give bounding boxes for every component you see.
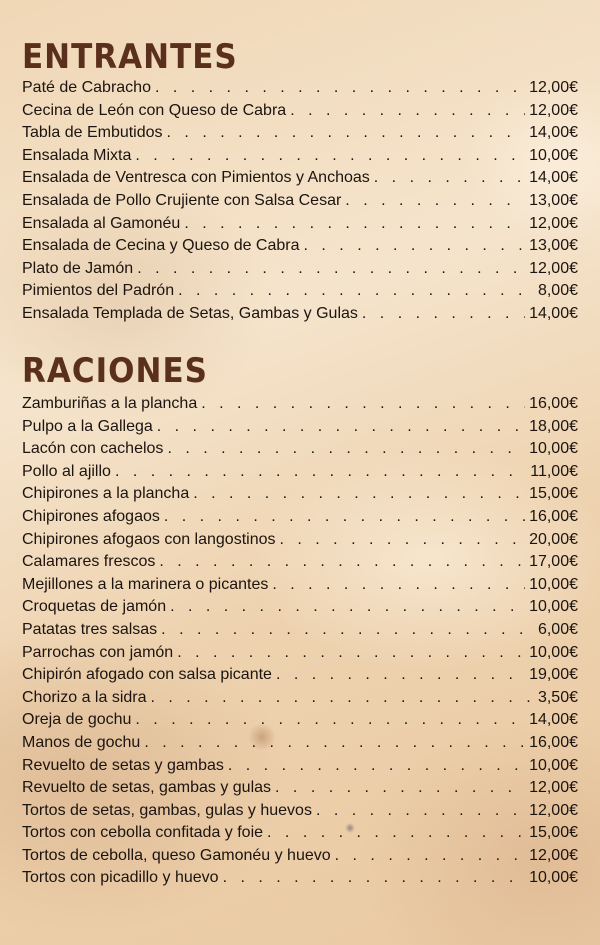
- menu-item-name: Plato de Jamón: [22, 259, 134, 277]
- menu-item-name: Tortos de cebolla, queso Gamonéu y huevo: [22, 846, 331, 864]
- dot-leader: [223, 867, 526, 890]
- menu-item: [22, 732, 578, 755]
- menu-item: [22, 574, 578, 597]
- dot-leader: [157, 416, 525, 439]
- menu-item-price: 10,00€: [529, 598, 578, 616]
- dot-leader: [178, 280, 534, 303]
- dot-leader: [170, 596, 525, 619]
- dot-leader: [115, 461, 526, 484]
- menu-item-price: 18,00€: [529, 417, 578, 435]
- menu-item: [22, 664, 578, 687]
- dot-leader: [362, 303, 525, 326]
- menu-item-price: 11,00€: [530, 462, 578, 480]
- menu-item: [22, 845, 578, 868]
- menu-item-price: 12,00€: [529, 846, 578, 864]
- dot-leader: [144, 732, 525, 755]
- menu-item-price: 14,00€: [529, 304, 578, 322]
- menu-item: [22, 235, 578, 258]
- menu-item-name: Cecina de León con Queso de Cabra: [22, 101, 287, 119]
- menu-item-name: Ensalada de Cecina y Queso de Cabra: [22, 237, 300, 255]
- dot-leader: [345, 190, 525, 213]
- menu-item-name: Ensalada de Pollo Crujiente con Salsa Cesar: [22, 191, 342, 209]
- menu-item-name: Ensalada Mixta: [22, 146, 132, 164]
- menu-item-price: 12,00€: [529, 801, 578, 819]
- raciones-section: [22, 352, 578, 890]
- menu-item: [22, 438, 578, 461]
- dot-leader: [316, 800, 525, 823]
- menu-item-name: Manos de gochu: [22, 733, 141, 751]
- menu-item-price: 16,00€: [529, 395, 578, 412]
- menu-item-price: 14,00€: [529, 124, 578, 142]
- menu-item-price: 10,00€: [529, 575, 578, 593]
- menu-item: [22, 506, 578, 529]
- menu-item: [22, 100, 578, 123]
- menu-item: [22, 777, 578, 800]
- dot-leader: [167, 438, 525, 461]
- menu-item-price: 8,00€: [537, 282, 578, 300]
- entrantes-section: [22, 38, 578, 326]
- dot-leader: [272, 574, 525, 597]
- menu-item-price: 12,00€: [529, 79, 578, 96]
- dot-leader: [290, 100, 525, 123]
- menu-item-price: 16,00€: [529, 733, 578, 751]
- menu-item: [22, 280, 578, 303]
- dot-leader: [164, 506, 525, 529]
- menu-item-name: Pimientos del Padrón: [22, 282, 175, 300]
- menu-item-price: 10,00€: [529, 756, 578, 774]
- menu-item: [22, 619, 578, 642]
- menu-item-name: Chipirones afogaos con langostinos: [22, 530, 276, 548]
- menu-item: [22, 122, 578, 145]
- menu-item-price: 10,00€: [529, 643, 578, 661]
- dot-leader: [374, 167, 525, 190]
- menu-item-name: Patatas tres salsas: [22, 620, 158, 638]
- menu-item-name: Ensalada de Ventresca con Pimientos y Anchoas: [22, 169, 370, 187]
- menu-item-price: 15,00€: [529, 824, 578, 842]
- menu-item-name: Tortos con picadillo y huevo: [22, 869, 219, 887]
- menu-item-name: Revuelto de setas y gambas: [22, 756, 224, 774]
- menu-item-price: 12,00€: [529, 214, 578, 232]
- menu-item: [22, 483, 578, 506]
- raciones-title: RACIONES: [22, 352, 208, 391]
- menu-item-name: Tortos de setas, gambas, gulas y huevos: [22, 801, 312, 819]
- menu-item-name: Oreja de gochu: [22, 711, 132, 729]
- menu-item-name: Calamares frescos: [22, 553, 156, 571]
- menu-item-price: 10,00€: [529, 869, 578, 887]
- menu-item: [22, 529, 578, 552]
- menu-item-price: 10,00€: [529, 440, 578, 458]
- dot-leader: [167, 122, 526, 145]
- menu-item-name: Mejillones a la marinera o picantes: [22, 575, 269, 593]
- menu-item-price: 17,00€: [529, 553, 578, 571]
- menu-item-price: 3,50€: [537, 688, 578, 706]
- dot-leader: [276, 664, 525, 687]
- menu-item-name: Chipirones a la plancha: [22, 485, 190, 503]
- dot-leader: [177, 642, 525, 665]
- menu-item: [22, 393, 578, 416]
- dot-leader: [228, 755, 525, 778]
- dot-leader: [151, 687, 534, 710]
- dot-leader: [135, 709, 525, 732]
- menu-item-price: 14,00€: [529, 169, 578, 187]
- menu-item-name: Paté de Cabracho: [22, 79, 151, 96]
- menu-item-price: 13,00€: [529, 237, 578, 255]
- menu-item-name: Chipirones afogaos: [22, 507, 160, 525]
- menu-item: [22, 303, 578, 326]
- menu-item-name: Chorizo a la sidra: [22, 688, 147, 706]
- menu-item: [22, 551, 578, 574]
- dot-leader: [184, 213, 525, 236]
- dot-leader: [201, 393, 525, 416]
- menu-item-name: Tortos con cebolla confitada y foie: [22, 824, 264, 842]
- menu-item-name: Pulpo a la Gallega: [22, 417, 153, 435]
- menu-item-name: Tabla de Embutidos: [22, 124, 163, 142]
- menu-item: [22, 800, 578, 823]
- dot-leader: [335, 845, 525, 868]
- menu-item-price: 19,00€: [529, 666, 578, 684]
- menu-item-name: Pollo al ajillo: [22, 462, 111, 480]
- menu-item-price: 20,00€: [529, 530, 578, 548]
- menu-item: [22, 416, 578, 439]
- menu-item-name: Croquetas de jamón: [22, 598, 167, 616]
- menu-item-price: 12,00€: [529, 259, 578, 277]
- menu-item: [22, 213, 578, 236]
- menu-item: [22, 145, 578, 168]
- menu-item-name: Lacón con cachelos: [22, 440, 164, 458]
- menu-item: [22, 822, 578, 845]
- menu-item: [22, 642, 578, 665]
- dot-leader: [159, 551, 525, 574]
- dot-leader: [161, 619, 534, 642]
- menu-item-name: Revuelto de setas, gambas y gulas: [22, 779, 272, 797]
- menu-item-price: 10,00€: [529, 146, 578, 164]
- menu-item: [22, 867, 578, 890]
- menu-item-price: 13,00€: [529, 191, 578, 209]
- menu-item-name: Ensalada Templada de Setas, Gambas y Gulas: [22, 304, 358, 322]
- menu-item-price: 12,00€: [529, 101, 578, 119]
- dot-leader: [275, 777, 525, 800]
- menu-item-name: Parrochas con jamón: [22, 643, 174, 661]
- menu-item-price: 14,00€: [529, 711, 578, 729]
- menu-item-price: 16,00€: [529, 507, 578, 525]
- dot-leader: [280, 529, 526, 552]
- menu-item: [22, 461, 578, 484]
- dot-leader: [135, 145, 525, 168]
- menu-item: [22, 755, 578, 778]
- dot-leader: [193, 483, 525, 506]
- raciones-list: [22, 393, 578, 890]
- menu-item: [22, 687, 578, 710]
- menu-item: [22, 190, 578, 213]
- menu-item: [22, 258, 578, 281]
- menu-item: [22, 709, 578, 732]
- menu-item: [22, 596, 578, 619]
- menu-item: [22, 167, 578, 190]
- menu-item-price: 6,00€: [537, 620, 578, 638]
- dot-leader: [267, 822, 525, 845]
- menu-item-name: Ensalada al Gamonéu: [22, 214, 181, 232]
- menu-item-name: Chipirón afogado con salsa picante: [22, 666, 272, 684]
- menu-item-name: Zamburiñas a la plancha: [22, 395, 198, 412]
- dot-leader: [304, 235, 526, 258]
- menu-item-price: 15,00€: [529, 485, 578, 503]
- dot-leader: [137, 258, 525, 281]
- menu-item-price: 12,00€: [529, 779, 578, 797]
- entrantes-list: [22, 77, 578, 326]
- entrantes-title: ENTRANTES: [22, 38, 238, 77]
